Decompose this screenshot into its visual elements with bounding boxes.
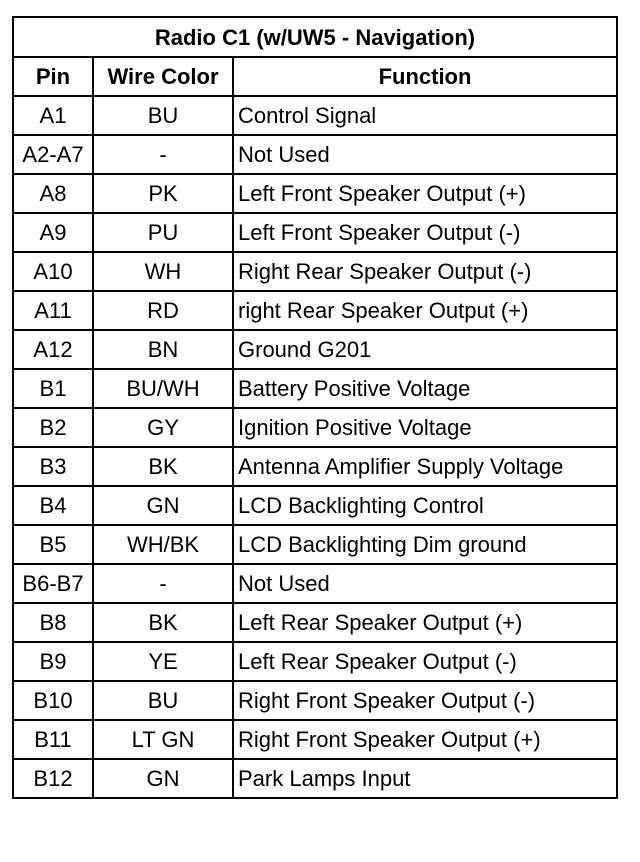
- function-cell: Not Used: [233, 564, 617, 603]
- table-body: [13, 96, 617, 798]
- pin-cell: B4: [13, 486, 93, 525]
- connector-pinout-table: [12, 16, 618, 799]
- pin-cell: B12: [13, 759, 93, 798]
- function-cell: LCD Backlighting Dim ground: [233, 525, 617, 564]
- function-cell: Left Rear Speaker Output (-): [233, 642, 617, 681]
- pin-cell: B2: [13, 408, 93, 447]
- table-title: Radio C1 (w/UW5 - Navigation): [13, 17, 617, 57]
- wire-color-cell: GN: [93, 486, 233, 525]
- table-row: [13, 603, 617, 642]
- table-row: [13, 564, 617, 603]
- table-row: [13, 330, 617, 369]
- table-row: [13, 447, 617, 486]
- pin-cell: B11: [13, 720, 93, 759]
- table-row: [13, 681, 617, 720]
- header-function: Function: [233, 57, 617, 96]
- table-row: [13, 135, 617, 174]
- function-cell: Control Signal: [233, 96, 617, 135]
- table-row: [13, 96, 617, 135]
- function-cell: Right Rear Speaker Output (-): [233, 252, 617, 291]
- wire-color-cell: WH: [93, 252, 233, 291]
- table-row: [13, 213, 617, 252]
- wire-color-cell: BK: [93, 447, 233, 486]
- title-row: [13, 17, 617, 57]
- header-wire-color: Wire Color: [93, 57, 233, 96]
- wire-color-cell: PU: [93, 213, 233, 252]
- table-row: [13, 408, 617, 447]
- pin-cell: B8: [13, 603, 93, 642]
- wire-color-cell: BU/WH: [93, 369, 233, 408]
- wire-color-cell: LT GN: [93, 720, 233, 759]
- function-cell: Left Rear Speaker Output (+): [233, 603, 617, 642]
- pin-cell: B1: [13, 369, 93, 408]
- wire-color-cell: BU: [93, 96, 233, 135]
- table-row: [13, 642, 617, 681]
- wire-color-cell: GY: [93, 408, 233, 447]
- header-pin: Pin: [13, 57, 93, 96]
- wire-color-cell: BU: [93, 681, 233, 720]
- function-cell: Antenna Amplifier Supply Voltage: [233, 447, 617, 486]
- pin-cell: B5: [13, 525, 93, 564]
- function-cell: Park Lamps Input: [233, 759, 617, 798]
- wire-color-cell: -: [93, 135, 233, 174]
- pin-cell: A1: [13, 96, 93, 135]
- function-cell: Battery Positive Voltage: [233, 369, 617, 408]
- function-cell: Not Used: [233, 135, 617, 174]
- wire-color-cell: PK: [93, 174, 233, 213]
- pin-cell: A8: [13, 174, 93, 213]
- function-cell: right Rear Speaker Output (+): [233, 291, 617, 330]
- wire-color-cell: GN: [93, 759, 233, 798]
- function-cell: Right Front Speaker Output (+): [233, 720, 617, 759]
- function-cell: Ignition Positive Voltage: [233, 408, 617, 447]
- wire-color-cell: WH/BK: [93, 525, 233, 564]
- pin-cell: A10: [13, 252, 93, 291]
- table-row: [13, 759, 617, 798]
- pin-cell: A9: [13, 213, 93, 252]
- wire-color-cell: -: [93, 564, 233, 603]
- table-row: [13, 525, 617, 564]
- wire-color-cell: BN: [93, 330, 233, 369]
- pin-cell: A2-A7: [13, 135, 93, 174]
- header-row: [13, 57, 617, 96]
- pin-cell: A11: [13, 291, 93, 330]
- table-row: [13, 252, 617, 291]
- pin-cell: B10: [13, 681, 93, 720]
- table-row: [13, 720, 617, 759]
- pin-cell: B3: [13, 447, 93, 486]
- function-cell: Ground G201: [233, 330, 617, 369]
- pin-cell: B9: [13, 642, 93, 681]
- function-cell: Left Front Speaker Output (+): [233, 174, 617, 213]
- function-cell: Left Front Speaker Output (-): [233, 213, 617, 252]
- wire-color-cell: RD: [93, 291, 233, 330]
- function-cell: LCD Backlighting Control: [233, 486, 617, 525]
- wire-color-cell: YE: [93, 642, 233, 681]
- table-row: [13, 486, 617, 525]
- table-row: [13, 369, 617, 408]
- function-cell: Right Front Speaker Output (-): [233, 681, 617, 720]
- wire-color-cell: BK: [93, 603, 233, 642]
- table-row: [13, 291, 617, 330]
- pin-cell: B6-B7: [13, 564, 93, 603]
- table-row: [13, 174, 617, 213]
- pin-cell: A12: [13, 330, 93, 369]
